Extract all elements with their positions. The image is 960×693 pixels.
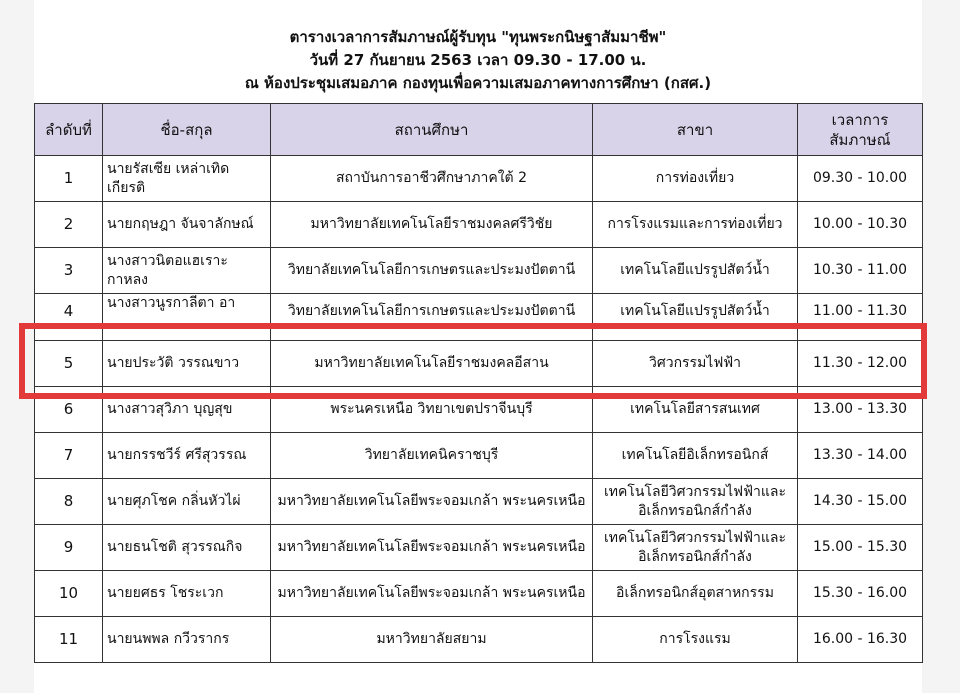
table-row (35, 433, 923, 479)
row-no: 9 (35, 525, 103, 571)
row-major: อิเล็กทรอนิกส์อุตสาหกรรม (593, 571, 798, 617)
row-time: 11.30 - 12.00 (798, 341, 923, 387)
row-school: สถาบันการอาชีวศึกษาภาคใต้ 2 (271, 156, 593, 202)
row-major: การท่องเที่ยว (593, 156, 798, 202)
table-row (35, 248, 923, 294)
document-header (34, 26, 922, 95)
table-row (35, 156, 923, 202)
row-name: นายยศธร โชระเวก (103, 571, 271, 617)
row-no: 3 (35, 248, 103, 294)
row-school: วิทยาลัยเทคโนโลยีการเกษตรและประมงปัตตานี (271, 294, 593, 341)
row-school: วิทยาลัยเทคนิคราชบุรี (271, 433, 593, 479)
row-major: การโรงแรม (593, 617, 798, 663)
schedule-document (34, 0, 922, 693)
table-row (35, 617, 923, 663)
row-school: มหาวิทยาลัยเทคโนโลยีพระจอมเกล้า พระนครเหนือ (271, 571, 593, 617)
row-school: มหาวิทยาลัยเทคโนโลยีราชมงคลอีสาน (271, 341, 593, 387)
row-major: การโรงแรมและการท่องเที่ยว (593, 202, 798, 248)
header-venue: ณ ห้องประชุมเสมอภาค กองทุนเพื่อความเสมอภาคทางการศึกษา (กสศ.) (244, 74, 712, 92)
row-time: 15.30 - 16.00 (798, 571, 923, 617)
table-row (35, 387, 923, 433)
row-name: นายศุภโชค กลิ่นหัวไผ่ (103, 479, 271, 525)
row-school: มหาวิทยาลัยเทคโนโลยีพระจอมเกล้า พระนครเหนือ (271, 525, 593, 571)
row-school: พระนครเหนือ วิทยาเขตปราจีนบุรี (271, 387, 593, 433)
row-no: 5 (35, 341, 103, 387)
row-name: นางสาวนูรกาลีตา อา (103, 294, 271, 341)
table-row-highlighted (35, 341, 923, 387)
table-row (35, 525, 923, 571)
row-time: 13.30 - 14.00 (798, 433, 923, 479)
row-school: วิทยาลัยเทคโนโลยีการเกษตรและประมงปัตตานี (271, 248, 593, 294)
row-time: 16.00 - 16.30 (798, 617, 923, 663)
row-time: 10.00 - 10.30 (798, 202, 923, 248)
row-major: วิศวกรรมไฟฟ้า (593, 341, 798, 387)
row-time: 14.30 - 15.00 (798, 479, 923, 525)
col-header-no: ลำดับที่ (35, 104, 103, 156)
table-row (35, 571, 923, 617)
row-major: เทคโนโลยีสารสนเทศ (593, 387, 798, 433)
row-time: 09.30 - 10.00 (798, 156, 923, 202)
col-header-major: สาขา (593, 104, 798, 156)
row-name: นางสาวสุวิภา บุญสุข (103, 387, 271, 433)
row-school: มหาวิทยาลัยเทคโนโลยีราชมงคลศรีวิชัย (271, 202, 593, 248)
row-school: มหาวิทยาลัยสยาม (271, 617, 593, 663)
row-no: 1 (35, 156, 103, 202)
table-header-row (35, 104, 923, 156)
table-row (35, 294, 923, 341)
table-row (35, 202, 923, 248)
row-no: 4 (35, 294, 103, 341)
interview-schedule-table (34, 103, 923, 663)
row-school: มหาวิทยาลัยเทคโนโลยีพระจอมเกล้า พระนครเหนือ (271, 479, 593, 525)
header-date: วันที่ 27 กันยายน 2563 เวลา 09.30 - 17.00 น. (309, 51, 647, 69)
row-major: เทคโนโลยีแปรรูปสัตว์น้ำ (593, 248, 798, 294)
row-no: 11 (35, 617, 103, 663)
row-no: 8 (35, 479, 103, 525)
row-time: 13.00 - 13.30 (798, 387, 923, 433)
row-name: นายประวัติ วรรณขาว (103, 341, 271, 387)
col-header-name: ชื่อ-สกุล (103, 104, 271, 156)
row-name: นายนพพล กวีวรากร (103, 617, 271, 663)
header-title: ตารางเวลาการสัมภาษณ์ผู้รับทุน "ทุนพระกนิษฐาสัมมาชีพ" (289, 28, 667, 46)
row-major: เทคโนโลยีวิศวกรรมไฟฟ้าและ อิเล็กทรอนิกส์กำลัง (593, 525, 798, 571)
row-name: นายรัสเซีย เหล่าเทิด เกียรติ (103, 156, 271, 202)
col-header-school: สถานศึกษา (271, 104, 593, 156)
row-time: 11.00 - 11.30 (798, 294, 923, 341)
table-row (35, 479, 923, 525)
row-major: เทคโนโลยีวิศวกรรมไฟฟ้าและ อิเล็กทรอนิกส์กำลัง (593, 479, 798, 525)
row-no: 10 (35, 571, 103, 617)
row-major: เทคโนโลยีอิเล็กทรอนิกส์ (593, 433, 798, 479)
row-name: นายกฤษฎา จันจาลักษณ์ (103, 202, 271, 248)
row-name: นายธนโชติ สุวรรณกิจ (103, 525, 271, 571)
col-header-time: เวลาการ สัมภาษณ์ (798, 104, 923, 156)
row-no: 7 (35, 433, 103, 479)
row-no: 6 (35, 387, 103, 433)
row-time: 15.00 - 15.30 (798, 525, 923, 571)
row-time: 10.30 - 11.00 (798, 248, 923, 294)
row-no: 2 (35, 202, 103, 248)
row-major: เทคโนโลยีแปรรูปสัตว์น้ำ (593, 294, 798, 341)
row-name: นางสาวนิตอแฮเราะ กาหลง (103, 248, 271, 294)
row-name: นายกรรชวีร์ ศรีสุวรรณ (103, 433, 271, 479)
